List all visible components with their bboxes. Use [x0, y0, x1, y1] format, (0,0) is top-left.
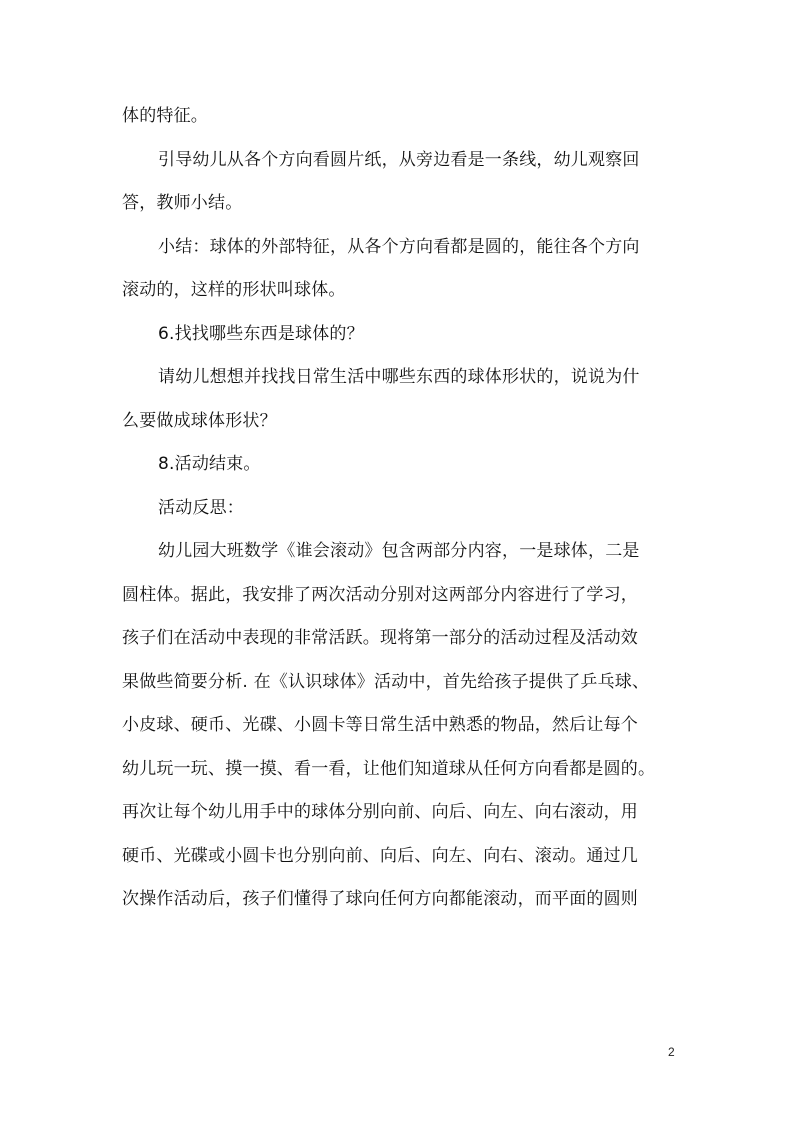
text-line: 小结：球体的外部特征，从各个方向看都是圆的，能往各个方向 — [158, 236, 640, 257]
text-line: 幼儿玩一玩、摸一摸、看一看，让他们知道球从任何方向看都是圆的。 — [122, 758, 656, 779]
text-line: 圆柱体。据此，我安排了两次活动分别对这两部分内容进行了学习， — [122, 584, 638, 605]
text-line: 小皮球、硬币、光碟、小圆卡等日常生活中熟悉的物品，然后让每个 — [122, 715, 638, 735]
text-line: 果做些简要分析. 在《认识球体》活动中，首先给孩子提供了乒乓球、 — [122, 671, 650, 692]
body-text — [122, 95, 678, 922]
text-line: 硬币、光碟或小圆卡也分别向前、向后、向左、向右、滚动。通过几 — [122, 845, 638, 866]
text-line: 孩子们在活动中表现的非常活跃。现将第一部分的活动过程及活动效 — [122, 628, 638, 648]
section-heading: 活动反思： — [158, 497, 244, 518]
text-line: 么要做成球体形状？ — [122, 410, 277, 431]
text-line: 滚动的，这样的形状叫球体。 — [122, 280, 346, 300]
text-line: 答，教师小结。 — [122, 193, 243, 213]
section-heading: 6.找找哪些东西是球体的？ — [158, 323, 364, 344]
page-number: 2 — [668, 1045, 675, 1059]
text-line: 体的特征。 — [122, 106, 208, 126]
text-line: 再次让每个幼儿用手中的球体分别向前、向后、向左、向右滚动，用 — [122, 802, 638, 822]
text-line: 次操作活动后，孩子们懂得了球向任何方向都能滚动，而平面的圆则 — [122, 889, 638, 909]
text-line: 请幼儿想想并找找日常生活中哪些东西的球体形状的，说说为什 — [158, 367, 640, 387]
text-line: 引导幼儿从各个方向看圆片纸，从旁边看是一条线，幼儿观察回 — [158, 149, 640, 170]
section-heading: 8.活动结束。 — [158, 454, 261, 474]
text-line: 幼儿园大班数学《谁会滚动》包含两部分内容，一是球体，二是 — [158, 541, 640, 561]
